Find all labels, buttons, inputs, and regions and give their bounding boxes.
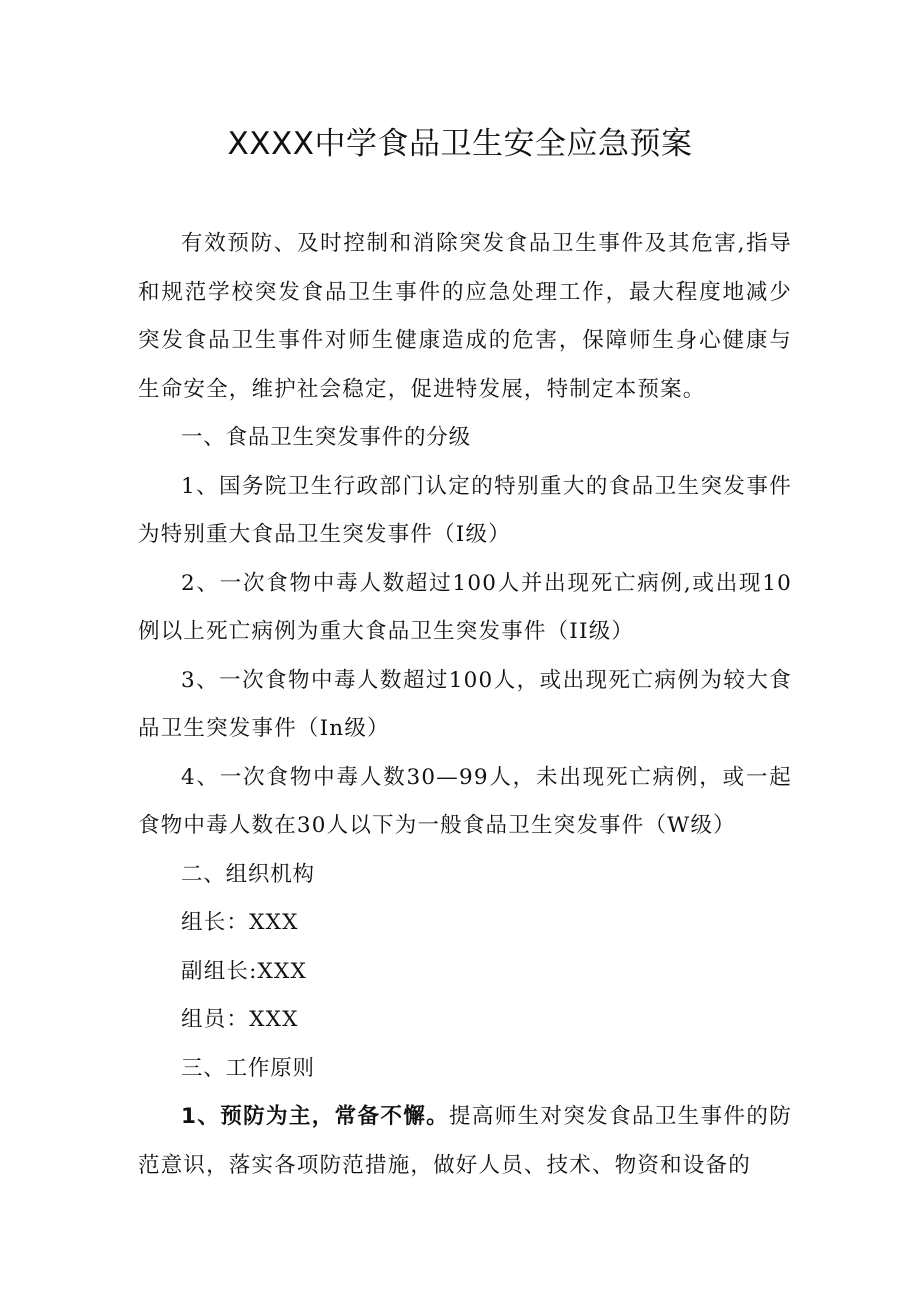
document-title: XXXX中学食品卫生安全应急预案 (227, 126, 693, 162)
grading-item-2: 2、一次食物中毒人数超过100人并出现死亡病例,或出现10例以上死亡病例为重大食品卫生突发事件（II级） (138, 570, 792, 644)
member-leader: 组长：XXX (181, 910, 299, 935)
grading-item-3: 3、一次食物中毒人数超过100人，或出现死亡病例为较大食品卫生突发事件（In级） (138, 667, 792, 741)
principle-1-lead: 1、预防为主，常备不懈。 (181, 1104, 449, 1129)
grading-item-1: 1、国务院卫生行政部门认定的特别重大的食品卫生突发事件为特别重大食品卫生突发事件（I级） (138, 473, 792, 547)
section-heading-principles: 三、工作原则 (181, 1055, 315, 1081)
principle-1-text: 提高师生对突发食品卫生事件的防范意识，落实各项防范措施，做好人员、技术、物资和设备的 (138, 1104, 792, 1178)
intro-paragraph: 有效预防、及时控制和消除突发食品卫生事件及其危害,指导和规范学校突发食品卫生事件的应急处理工作，最大程度地减少突发食品卫生事件对师生健康造成的危害，保障师生身心健康与生命安全，维护社会稳定，促进特发展，特制定本预案。 (138, 231, 792, 402)
section-heading-organization: 二、组织机构 (181, 861, 315, 887)
member-deputy-leader: 副组长:XXX (181, 958, 308, 984)
grading-item-4: 4、一次食物中毒人数30—99人，未出现死亡病例，或一起食物中毒人数在30人以下为一般食品卫生突发事件（W级） (138, 764, 792, 838)
section-heading-grading: 一、食品卫生突发事件的分级 (181, 425, 471, 450)
principle-1 (138, 1093, 792, 1190)
document-body (138, 220, 792, 1190)
member-staff: 组员：XXX (181, 1007, 299, 1032)
